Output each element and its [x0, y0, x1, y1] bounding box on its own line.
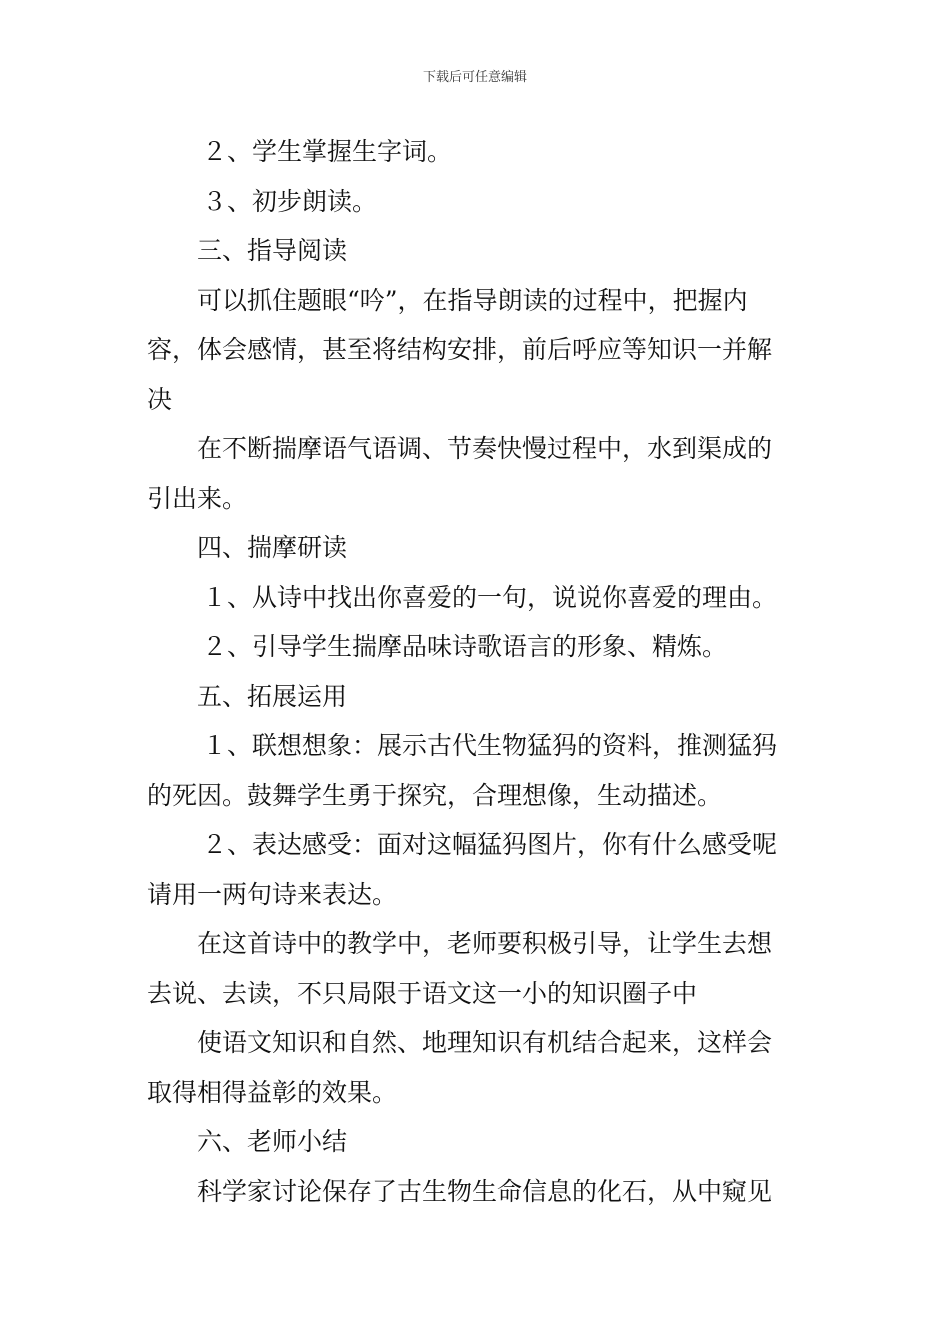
list-item-3: ３、初步朗读。	[202, 186, 378, 216]
list-item-1: １、从诗中找出你喜爱的一句，说说你喜爱的理由。	[202, 582, 778, 612]
paragraph-line: 在不断揣摩语气语调、节奏快慢过程中，水到渠成的	[197, 434, 773, 463]
list-item-2: ２、引导学生揣摩品味诗歌语言的形象、精炼。	[202, 632, 728, 661]
section-heading-5: 五、拓展运用	[197, 681, 348, 711]
page-header: 下载后可任意编辑	[422, 70, 527, 85]
paragraph-line: 请用一两句诗来表达。	[147, 879, 398, 909]
paragraph-line: 引出来。	[147, 483, 248, 513]
section-heading-6: 六、老师小结	[197, 1127, 348, 1156]
paragraph-line: 去说、去读，不只局限于语文这一小的知识圈子中	[147, 978, 698, 1008]
paragraph-line: 的死因。鼓舞学生勇于探究，合理想像，生动描述。	[147, 780, 723, 810]
paragraph-line: 使语文知识和自然、地理知识有机结合起来，这样会	[197, 1028, 773, 1057]
paragraph-line: 可以抓住题眼“吟”，在指导朗读的过程中，把握内	[197, 285, 748, 315]
paragraph-line: 取得相得益彰的效果。	[147, 1077, 398, 1107]
list-item-2: ２、学生掌握生字词。	[202, 137, 453, 166]
paragraph-line: 在这首诗中的教学中，老师要积极引导，让学生去想	[197, 929, 773, 958]
list-item-1: １、联想想象：展示古代生物猛犸的资料，推测猛犸	[202, 731, 778, 760]
list-item-2: ２、表达感受：面对这幅猛犸图片，你有什么感受呢	[202, 830, 778, 859]
paragraph-line: 容，体会感情，甚至将结构安排，前后呼应等知识一并解	[147, 335, 773, 364]
paragraph-line: 决	[147, 384, 173, 414]
section-heading-3: 三、指导阅读	[197, 236, 348, 265]
paragraph-line: 科学家讨论保存了古生物生命信息的化石，从中窥见	[197, 1176, 773, 1206]
document-body	[147, 127, 817, 1216]
section-heading-4: 四、揣摩研读	[197, 533, 348, 562]
